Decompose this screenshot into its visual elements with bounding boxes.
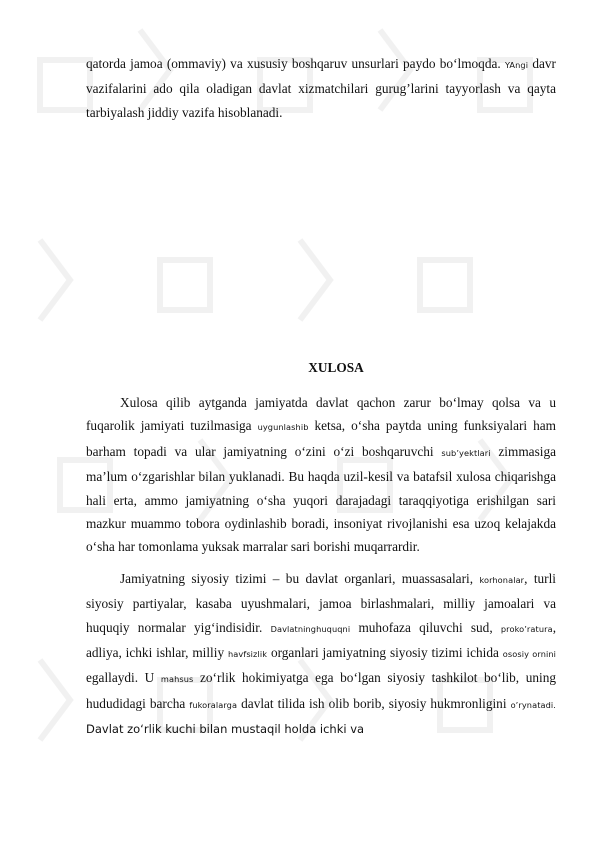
p2-text-8: davlat tilida ish olib borib, siyosiy hukmronligini bbox=[241, 695, 507, 711]
p2-small-6: mahsus bbox=[160, 674, 194, 685]
conclusion-body bbox=[86, 391, 556, 742]
p2-text-3: muhofaza qiluvchi sud, bbox=[358, 619, 493, 635]
p2-small-5: ososiy ornini bbox=[502, 649, 557, 660]
p1-text-3: zimmasiga ma’lum o‘zgarishlar bilan yuklanadi. Bu haqda uzil-kesil va batafsil xulosa chiqarishga hali erta, ammo jamiyatning o‘sha yuqori darajadagi taraqqiyotiga erishilgan sari mazkur muammo tobora oydinlashib boradi, insoniyat rivojlanishi esa uzoq kelajakda o‘sha har tomonlama yuksak marralar sari borishi muqarrardir. bbox=[86, 443, 556, 555]
p2-text-4: , adliya, ichki ishlar, milliy bbox=[86, 619, 557, 661]
conclusion-paragraph-2 bbox=[86, 567, 556, 742]
top-small-1: YAngi bbox=[504, 60, 529, 70]
p1-small-1: uygunlashib bbox=[257, 422, 309, 433]
p2-small-8: o’rynatadi. bbox=[510, 699, 557, 710]
p2-text-5: organlari jamiyatning siyosiy tizimi ichida bbox=[270, 645, 499, 661]
p2-text-7: zo‘rlik hokimiyatga ega bo‘lgan siyosiy tashkilot bo‘lib, uning hududidagi barcha bbox=[86, 670, 557, 711]
p1-small-2: sub’yektlari bbox=[441, 447, 491, 458]
p2-text-9: Davlat zo‘rlik kuchi bilan mustaqil holda ichki va bbox=[86, 722, 365, 737]
top-text-block bbox=[86, 52, 556, 124]
p2-small-1: korhonalar bbox=[479, 574, 525, 585]
conclusion-paragraph-1 bbox=[86, 391, 556, 559]
p2-text-6: egallaydi. U bbox=[86, 670, 155, 686]
top-text-1: qatorda jamoa (ommaviy) va xususiy boshqaruv unsurlari paydo bo‘lmoqda. bbox=[86, 56, 501, 71]
p2-small-4: havfsizlik bbox=[227, 649, 268, 660]
p2-small-2: Davlatninghuquqni bbox=[270, 623, 351, 634]
p2-small-3: proko’ratura bbox=[500, 623, 553, 634]
p1-text-2: ketsa, o‘sha paytda uning funksiyalari ham barham topadi va ular jamiyatning o‘zini o‘zi boshqaruvchi bbox=[86, 418, 556, 459]
top-paragraph bbox=[86, 52, 556, 124]
section-heading: XULOSA bbox=[308, 360, 364, 375]
p2-text-2: , turli siyosiy partiyalar, kasaba uyushmalari, jamoa birlashmalari, milliy jamoalari va huquqiy normalar yig‘indisidir. bbox=[86, 570, 557, 635]
p1-text-1: Xulosa qilib aytganda jamiyatda davlat qachon zarur bo‘lmay qolsa va u fuqarolik jamiyati tuzilmasiga bbox=[86, 395, 556, 434]
p2-text-1: Jamiyatning siyosiy tizimi – bu davlat organlari, muassasalari, bbox=[120, 570, 474, 586]
p2-small-7: fukoralarga bbox=[189, 699, 238, 710]
top-text-2: davr vazifalarini ado qila oladigan davlat xizmatchilari gurug’larini tayyorlash va qayta tarbiyalash jiddiy vazifa hisoblanadi. bbox=[86, 56, 556, 120]
